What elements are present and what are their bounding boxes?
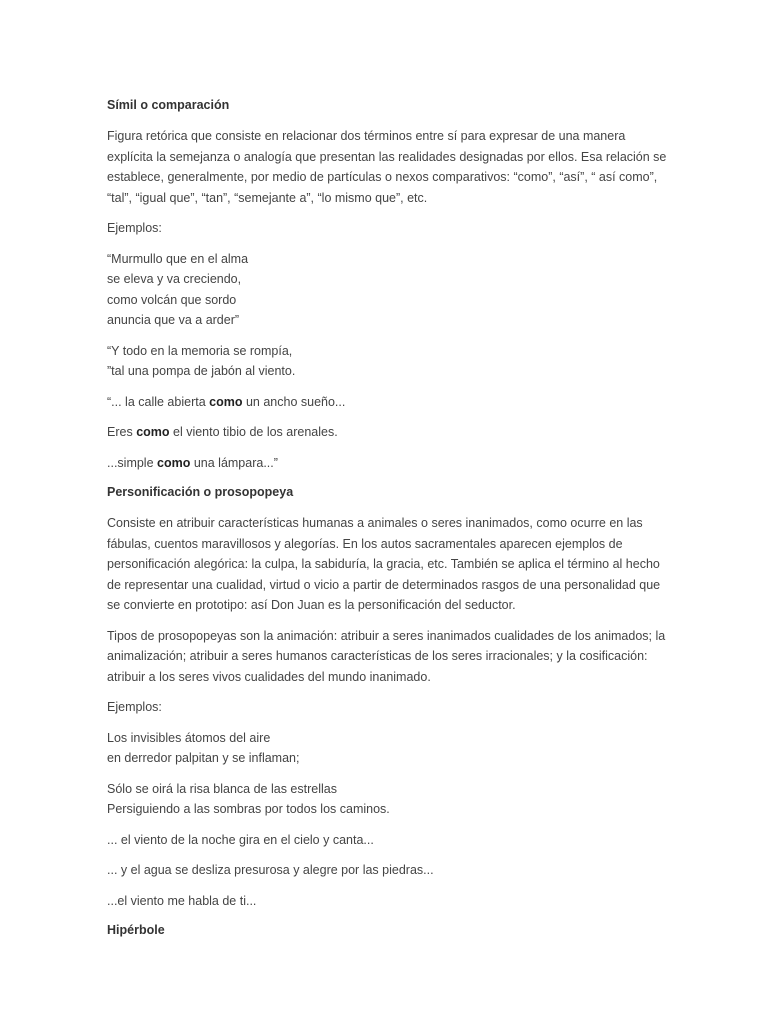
poem-line: ”tal una pompa de jabón al viento. [107,364,296,378]
personificacion-example-4: ... y el agua se desliza presurosa y alegre por las piedras... [107,863,434,877]
section-title-simil: Símil o comparación [107,98,230,112]
poem-line: “Murmullo que en el alma [107,251,249,266]
simil-example-4 [107,422,667,443]
poem-line: en derredor palpitan y se inflaman; [107,751,300,765]
poem-line: Persiguiendo a las sombras por todos los caminos. [107,802,390,816]
simil-definition: Figura retórica que consiste en relacionar dos términos entre sí para expresar de una manera explícita la semejanza o analogía que presentan las realidades designadas por ellos. Esa relación se establece, generalmente, por medio de partículas o nexos comparativos: “como”, “así”, “ así como”, “tal”, “igual que”, “tan”, “semejante a”, “lo mismo que”, etc. [107,129,667,205]
example-text: ...simple [107,455,158,470]
example-text: “... la calle abierta [107,394,210,409]
example-text: un ancho sueño... [242,394,346,409]
document-page [107,96,667,951]
simil-examples-label: Ejemplos: [107,221,162,235]
personificacion-example-poem-1 [107,728,667,769]
poem-line: se eleva y va creciendo, [107,272,242,286]
section-title-hiperbole: Hipérbole [107,923,165,937]
personificacion-types: Tipos de prosopopeyas son la animación: atribuir a seres inanimados cualidades de los animados; la animalización; atribuir a seres humanos características de los seres irracionales; y la cosificación: atribuir a los seres vivos cualidades del mundo inanimado. [107,628,666,684]
personificacion-example-3: ... el viento de la noche gira en el cielo y canta... [107,832,374,847]
simil-example-poem-1 [107,249,667,331]
personificacion-example-poem-2 [107,779,667,820]
poem-line: “Y todo en la memoria se rompía, [107,343,293,358]
personificacion-example-5: ...el viento me habla de ti... [107,893,257,908]
example-text: el viento tibio de los arenales. [169,425,338,439]
simil-example-poem-2 [107,341,667,382]
example-keyword: como [136,425,170,439]
example-text: Eres [107,425,137,439]
poem-line: Sólo se oirá la risa blanca de las estrellas [107,781,337,796]
poem-line: Los invisibles átomos del aire [107,730,271,745]
poem-line: como volcán que sordo [107,292,237,307]
personificacion-definition: Consiste en atribuir características humanas a animales o seres inanimados, como ocurre en las fábulas, cuentos maravillosos y alegorías. En los autos sacramentales aparecen ejemplos de personificación alegórica: la culpa, la sabiduría, la gracia, etc. También se aplica el término al hecho de representar una cualidad, virtud o vicio a partir de determinados rasgos de una personalidad que se convierte en prototipo: así Don Juan es la personificación del seductor. [107,516,661,612]
example-keyword: como [209,394,243,409]
poem-line: anuncia que va a arder” [107,313,240,327]
simil-example-3 [107,392,667,413]
example-text: una lámpara...” [190,455,278,470]
simil-example-5 [107,453,667,474]
personificacion-examples-label: Ejemplos: [107,700,162,714]
example-keyword: como [157,455,191,470]
section-title-personificacion: Personificación o prosopopeya [107,485,294,499]
